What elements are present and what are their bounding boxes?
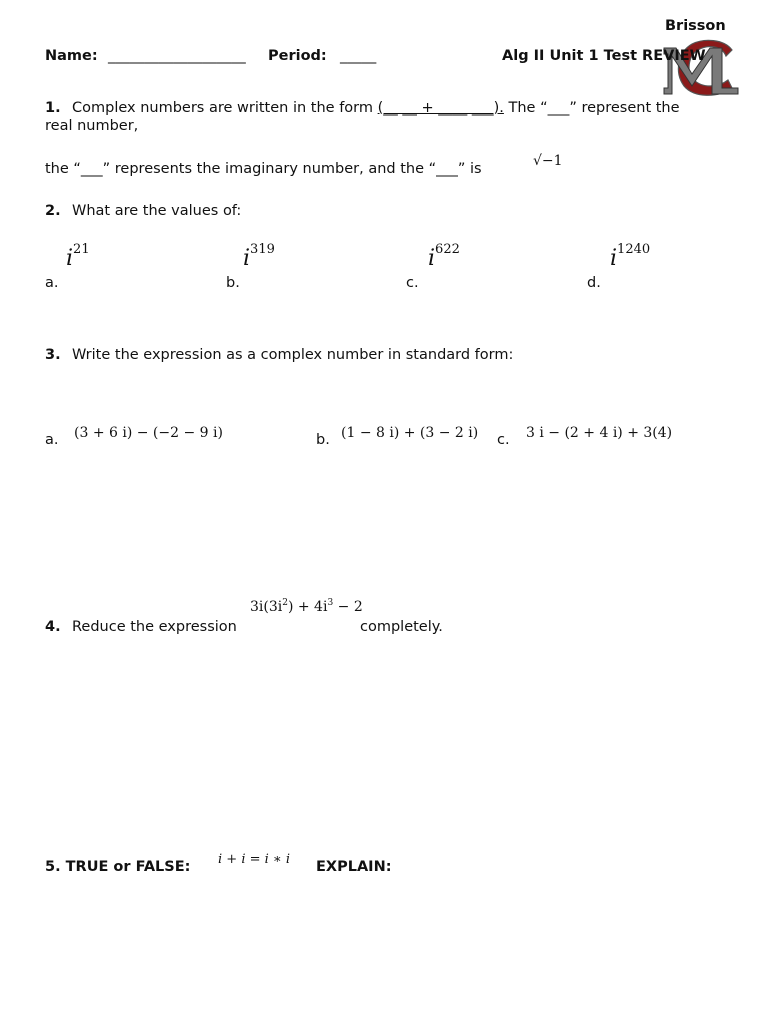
- q2-a-expr: i21: [66, 242, 90, 271]
- q4-expression: $3i(3i^2) + 4i^3 - 2$: [250, 598, 363, 615]
- q1-text: Complex numbers are written in the form (__ __ + ____ ___). The “___” represent the: [72, 100, 680, 116]
- q2-a-label: a.: [45, 275, 59, 291]
- q3-c-label: c.: [497, 432, 510, 448]
- q1-number: 1.: [45, 100, 61, 116]
- q1-line1-cont: real number,: [45, 118, 139, 134]
- teacher-name: Brisson: [665, 18, 726, 34]
- q3-prompt: Write the expression as a complex number in standard form:: [72, 347, 514, 363]
- q3-a-label: a.: [45, 432, 59, 448]
- q5-expr: i + i = i ∗ i: [218, 852, 291, 867]
- q3-a-expr: (3 + 6 i) − (−2 − 9 i): [74, 425, 223, 441]
- q5-explain-label: EXPLAIN:: [316, 859, 392, 875]
- q4-number: 4.: [45, 619, 61, 635]
- q3-b-expr: (1 − 8 i) + (3 − 2 i): [341, 425, 479, 441]
- q5-label: 5. TRUE or FALSE:: [45, 859, 191, 875]
- q1-line2: the “___” represents the imaginary number, and the “___” is: [45, 161, 482, 177]
- q1-sqrt-neg-one: √−1: [533, 153, 563, 169]
- name-field[interactable]: ___________________: [108, 48, 246, 64]
- period-label: Period:: [268, 48, 327, 64]
- q2-b-expr: i319: [243, 242, 275, 271]
- q1-form-blank: (__ __ + ____ ___).: [377, 100, 504, 116]
- q2-prompt: What are the values of:: [72, 203, 242, 219]
- q4-text: Reduce the expression: [72, 619, 237, 635]
- q2-d-label: d.: [587, 275, 601, 291]
- q3-c-expr: 3 i − (2 + 4 i) + 3(4): [526, 425, 673, 441]
- school-mc-logo-icon: [662, 36, 740, 100]
- q2-number: 2.: [45, 203, 61, 219]
- q2-d-expr: i1240: [610, 242, 651, 271]
- q4-text-end: completely.: [360, 619, 443, 635]
- q2-b-label: b.: [226, 275, 240, 291]
- test-title: Alg II Unit 1 Test REVIEW: [502, 48, 706, 64]
- q3-number: 3.: [45, 347, 61, 363]
- q2-c-label: c.: [406, 275, 419, 291]
- q3-b-label: b.: [316, 432, 330, 448]
- name-label: Name:: [45, 48, 98, 64]
- period-field[interactable]: _____: [340, 48, 377, 64]
- q2-c-expr: i622: [428, 242, 460, 271]
